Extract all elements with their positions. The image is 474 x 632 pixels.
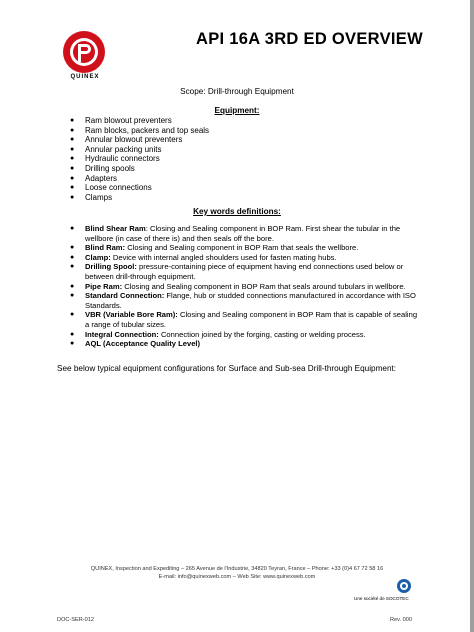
definition-term: Blind Shear Ram: [85, 224, 146, 233]
bullet-icon: ●: [70, 193, 75, 201]
equipment-heading: Equipment:: [214, 106, 260, 115]
footer-contact: E-mail: info@quinexweb.com – Web Site: www.quinexweb.com: [158, 574, 316, 580]
bullet-icon: ●: [70, 311, 75, 319]
scope-line: Scope: Drill-through Equipment: [180, 87, 294, 96]
definition-text: pressure-containing piece of equipment having end connections used below or between drill-through equipment.: [85, 262, 404, 281]
definition-item: [70, 310, 422, 329]
list-item: ● Annular blowout preventers: [70, 135, 183, 145]
definition-text: Closing and Sealing component in BOP Ram that is capable of sealing a range of tubular sizes.: [85, 310, 418, 329]
definition-term: Standard Connection:: [85, 291, 165, 301]
bullet-icon: ●: [70, 263, 75, 271]
equipment-list: [70, 116, 420, 202]
definition-item: [70, 262, 422, 281]
bullet-icon: ●: [70, 225, 75, 232]
bullet-icon: ●: [70, 282, 75, 290]
page-title: API 16A 3RD ED OVERVIEW: [196, 30, 423, 48]
definition-term: AQL (Acceptance Quality Level): [85, 339, 201, 349]
closing-paragraph: See below typical equipment configurations for Surface and Sub-sea Drill-through Equipment:: [57, 364, 397, 373]
definition-text: Connection joined by the forging, casting or welding process.: [158, 329, 366, 339]
definition-item: [70, 253, 422, 263]
document-reference: DOC-SER-012: [57, 617, 94, 623]
definition-text: Closing and Sealing component in BOP Ram that seals around tubulars in wellbore.: [122, 281, 406, 291]
bullet-icon: ●: [70, 330, 75, 338]
keywords-heading: Key words definitions:: [193, 207, 281, 216]
bullet-icon: ●: [70, 174, 75, 182]
bullet-icon: ●: [70, 126, 75, 134]
list-item: ● Ram blocks, packers and top seals: [70, 125, 210, 135]
definition-term: Integral Connection:: [85, 329, 159, 339]
socotec-label: Une société de SOCOTEC: [354, 596, 409, 601]
definition-term: Drilling Spool:: [85, 262, 137, 272]
definition-term: VBR (Variable Bore Ram):: [85, 310, 178, 320]
definition-term: Pipe Ram:: [85, 281, 123, 291]
bullet-icon: ●: [70, 117, 75, 124]
bullet-icon: ●: [70, 145, 75, 153]
list-item: ● Ram blowout preventers: [70, 116, 172, 125]
bullet-icon: ●: [70, 155, 75, 163]
definition-text: Flange, hub or studded connections manufactured in accordance with ISO Standards.: [85, 291, 416, 310]
keywords-list: [70, 224, 422, 349]
bullet-icon: ●: [70, 244, 75, 252]
definition-item: [70, 339, 422, 349]
list-item: ● Hydraulic connectors: [70, 154, 160, 164]
bullet-icon: ●: [70, 136, 75, 144]
definition-term: Clamp:: [85, 252, 111, 262]
logo-wordmark: QUINEX: [70, 74, 100, 80]
bullet-icon: ●: [70, 164, 75, 172]
definition-term: Blind Ram:: [85, 243, 126, 253]
definition-text: : Closing and Sealing component in BOP Ram. First shear the tubular in the wellbore (in case of there is) and then seals off the bore.: [85, 224, 401, 243]
definition-item: [70, 330, 422, 340]
definition-text: Device with internal angled shoulders used for fasten mating hubs.: [110, 252, 337, 262]
list-item: ● Adapters: [70, 173, 118, 183]
bullet-icon: ●: [70, 292, 75, 300]
bullet-icon: ●: [70, 184, 75, 192]
bullet-icon: ●: [70, 340, 75, 348]
list-item: ● Annular packing units: [70, 144, 162, 154]
page-edge: [470, 0, 474, 632]
list-item: ● Loose connections: [70, 183, 152, 193]
list-item: ● Drilling spools: [70, 163, 135, 173]
list-item: ● Clamps: [70, 192, 113, 202]
definition-item: [70, 243, 422, 253]
definition-item: [70, 291, 422, 310]
definition-item: [70, 224, 422, 243]
bullet-icon: ●: [70, 253, 75, 261]
definition-item: [70, 282, 422, 292]
footer-address: QUINEX, Inspection and Expediting – 265 Avenue de l'Industrie, 34820 Teyran, France – Phone: +33 (0)4 67 72 58 16: [90, 566, 384, 572]
revision-label: Rev. 000: [390, 617, 412, 623]
definition-text: Closing and Sealing component in BOP Ram that seals the wellbore.: [125, 243, 359, 253]
quinex-logo-icon: [58, 30, 110, 78]
